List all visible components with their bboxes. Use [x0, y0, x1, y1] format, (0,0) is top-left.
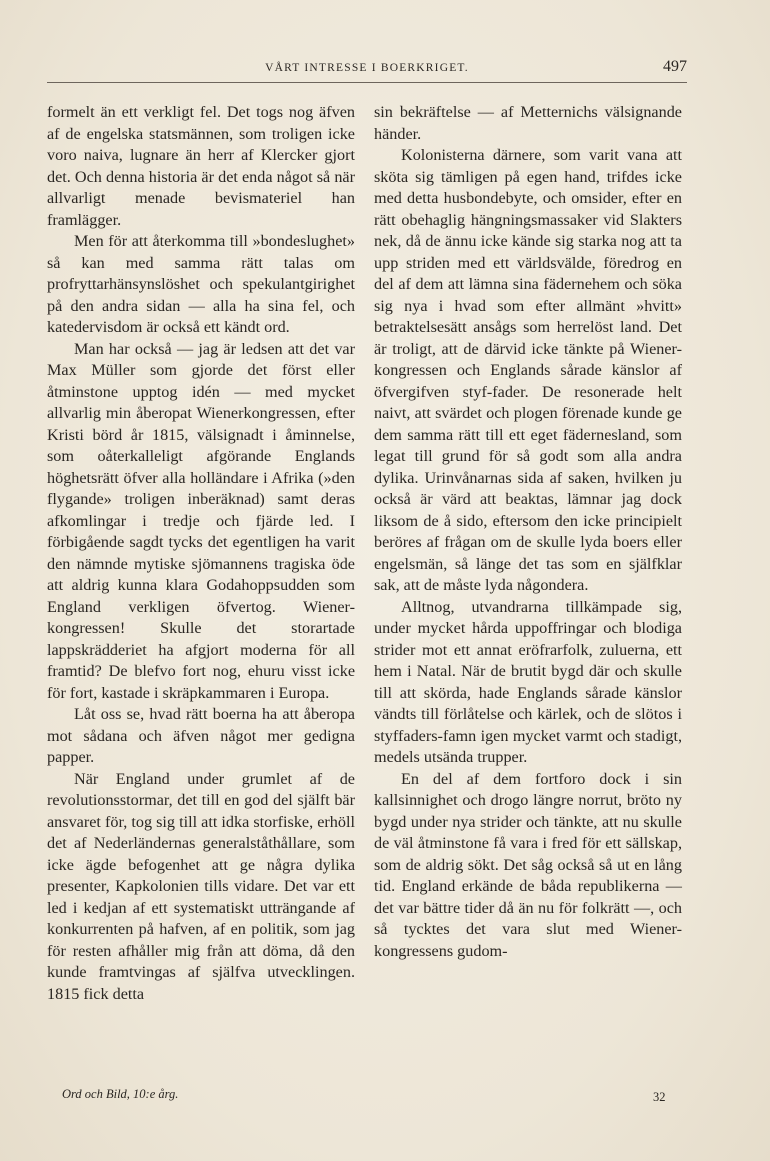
paragraph: Låt oss se, hvad rätt boerna ha att åberopa mot sådana och äfven något mer gedigna papper. — [47, 705, 355, 766]
page-number: 497 — [663, 58, 687, 75]
paragraph: Alltnog, utvandrarna tillkämpade sig, under mycket hårda uppoffringar och blodiga strider mot ett annat eröfrarfolk, zuluerna, ett hem i Natal. När de brutit bygd där och skulle till att skörda, hade Englands sårade känslor vändts till förlåtelse och kärlek, och de slötos i styffaders-famn igen mycket varmt och stadigt, medels utsända trupper. — [374, 597, 682, 766]
paragraph: Kolonisterna därnere, som varit vana att sköta sig tämligen på egen hand, trifdes icke med detta husbondebyte, och omsider, efter en rätt obehaglig hängningsmassaker vid Slakters nek, då de ännu icke kände sig starka nog att ta upp striden med ett världsvälde, föredrog en del af dem att lämna sina fädernehem och söka sig nya i hvad som efter allmänt »hvitt» betraktelsesätt ansågs som herrelöst land. Det är troligt, att de därvid icke tänkte på Wiener-kongressen och Englands sårade känslor af öfvergifven styf-fader. De resonerade helt naivt, att svärdet och plogen förenade kunde ge dem samma rätt till ett eget fädernesland, som legat till grund för så godt som alla andra dylika. Urinvånarnas sida af saken, hvilken ju också är värd att beaktas, lämnar jag dock liksom de å sido, eftersom den icke principielt beröres af frågan om de skulle lyda boers eller engelsmän, så länge det tas som en själfklar sak, att de måste lyda någondera. — [374, 146, 682, 594]
paragraph: sin bekräftelse — af Metternichs välsignande händer. — [374, 103, 682, 143]
paragraph: formelt än ett verkligt fel. Det togs nog äfven af de engelska statsmännen, som troligen icke voro naiva, lugnare än herr af Klercker gjort det. Och denna historia är det enda något så när allvarligt menade bevismateriel han framlägger. — [47, 103, 355, 229]
left-column — [47, 102, 355, 1005]
paragraph: En del af dem fortforo dock i sin kallsinnighet och drogo längre norrut, bröto ny bygd under nya strider och tänkte, att nu skulle de väl åtminstone få vara i fred för ett sällskap, som de aldrig sökt. Det såg också så ut en lång tid. England erkände de båda republikerna — det var bättre tider då än nu för folkrätt —, och så tycktes det vara slut med Wiener-kongressens gudom- — [374, 769, 682, 960]
publication-footer: Ord och Bild, 10:e årg. — [62, 1087, 179, 1101]
paragraph: Men för att återkomma till »bondeslughet» så kan med samma rätt talas om profryttarhänsynslöshet och spekulantgirighet på den andra sidan — alla ha sina fel, och katedervisdom är också ett kändt ord. — [47, 232, 355, 336]
right-column — [374, 102, 682, 962]
running-header — [47, 58, 687, 83]
paragraph: Man har också — jag är ledsen att det var Max Müller som gjorde det först eller åtminstone upptog idén — med mycket allvarlig min åberopat Wienerkongressen, efter Kristi börd år 1815, välsignadt i åminnelse, som oåterkalleligt afgörande Englands höghetsrätt öfver alla holländare i Afrika (»den flygande» troligen inberäknad) samt deras afkomlingar i tredje och fjärde led. I förbigående sagdt tycks det egentligen ha varit den nämnde mytiske sjömannens tragiska öde att aldrig kunna klara Godahoppsudden som England verkligen öfvertog. Wiener-kongressen! Skulle det storartade lappskrädderiet ha afgjort moderna för all framtid? De blefvo fort nog, ehuru visst icke för fort, kastade i skräpkammaren i Europa. — [47, 339, 355, 702]
header-title: VÅRT INTRESSE I BOERKRIGET. — [265, 62, 469, 74]
paragraph: När England under grumlet af de revolutionsstormar, det till en god del själft bär ansvaret för, tog sig till att idka storfiske, erhöll det af Nederländernas generalståthållare, som icke ägde befogenhet att ge några dylika presenter, Kapkolonien tills vidare. Det var ett led i kedjan af ett systematiskt utträngande af konkurrenten på hafven, af en politik, som jag för resten afhåller mig från att döma, då den kunde framtvingas af själfva utvecklingen. 1815 fick detta — [47, 769, 355, 1003]
signature-mark: 32 — [653, 1090, 666, 1104]
